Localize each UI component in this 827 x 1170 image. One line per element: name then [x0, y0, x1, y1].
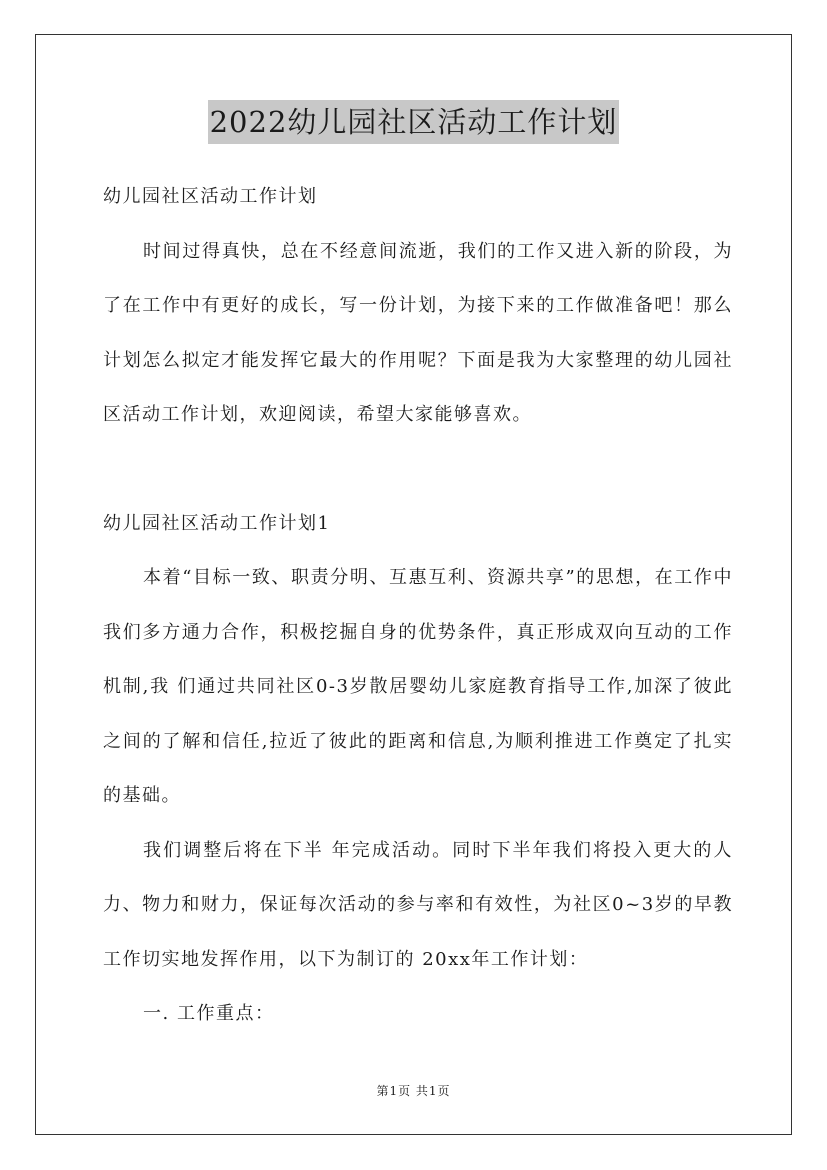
page-footer: 第1页 共1页 — [376, 1084, 451, 1098]
paragraph-spacer — [103, 443, 733, 497]
document-subtitle: 幼儿园社区活动工作计划 — [103, 186, 318, 207]
title-container — [0, 100, 827, 144]
intro-paragraph: 时间过得真快，总在不经意间流逝，我们的工作又进入新的阶段，为了在工作中有更好的成长，写一份计划，为接下来的工作做准备吧！那么计划怎么拟定才能发挥它最大的作用呢？下面是我为大家整理的幼儿园社区活动工作计划，欢迎阅读，希望大家能够喜欢。 — [103, 240, 733, 425]
section-heading: 幼儿园社区活动工作计划1 — [103, 512, 331, 534]
document-body — [103, 170, 733, 1042]
document-title: 2022幼儿园社区活动工作计划 — [208, 100, 620, 144]
list-item-work-focus: 一. 工作重点： — [143, 1003, 275, 1024]
body-paragraph-2: 我们调整后将在下半 年完成活动。同时下半年我们将投入更大的人力、物力和财力，保证每次活动的参与率和有效性，为社区0~3岁的早教工作切实地发挥作用，以下为制订的 20xx年工作计划： — [103, 839, 733, 970]
body-paragraph-1: 本着“目标一致、职责分明、互惠互利、资源共享”的思想，在工作中我们多方通力合作，积极挖掘自身的优势条件，真正形成双向互动的工作机制,我 们通过共同社区0-3岁散居婴幼儿家庭教育指导工作,加深了彼此之间的了解和信任,拉近了彼此的距离和信息,为顺利推进工作奠定了扎实的基础。 — [103, 567, 733, 806]
